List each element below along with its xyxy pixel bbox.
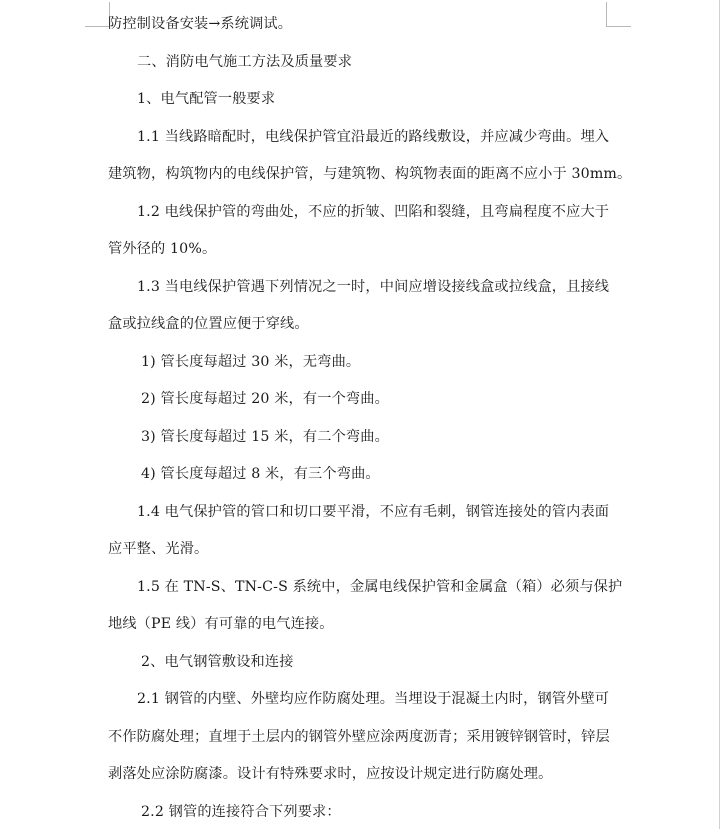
paragraph-line: 应平整、光滑。 xyxy=(108,541,209,557)
list-item: 2) 管长度每超过 20 米，有一个弯曲。 xyxy=(141,391,389,407)
list-item: 1) 管长度每超过 30 米，无弯曲。 xyxy=(141,354,361,370)
paragraph-line: 2.2 钢管的连接符合下列要求： xyxy=(141,804,341,820)
paragraph-line: 盒或拉线盒的位置应便于穿线。 xyxy=(108,316,309,332)
list-item: 4) 管长度每超过 8 米，有三个弯曲。 xyxy=(141,466,380,482)
paragraph-line: 2.1 钢管的内壁、外壁均应作防腐处理。当埋设于混凝土内时，钢管外壁可 xyxy=(137,691,610,707)
subsection-heading: 1、电气配管一般要求 xyxy=(137,91,276,107)
margin-corner-mark-top-right xyxy=(606,2,631,27)
paragraph-line: 剥落处应涂防腐漆。设计有特殊要求时，应按设计规定进行防腐处理。 xyxy=(108,766,553,782)
section-heading: 二、消防电气施工方法及质量要求 xyxy=(137,54,353,70)
paragraph-line: 1.1 当线路暗配时，电线保护管宜沿最近的路线敷设，并应减少弯曲。埋入 xyxy=(137,129,610,145)
paragraph-line: 管外径的 10%。 xyxy=(108,241,217,257)
paragraph-line: 1.3 当电线保护管遇下列情况之一时，中间应增设接线盒或拉线盒，且接线 xyxy=(137,279,610,295)
paragraph-line: 1.5 在 TN-S、TN-C-S 系统中，金属电线保护管和金属盒（箱）必须与保护 xyxy=(137,579,623,595)
margin-corner-mark-top-left xyxy=(85,2,110,27)
paragraph-line: 建筑物，构筑物内的电线保护管，与建筑物、构筑物表面的距离不应小于 30mm。 xyxy=(108,166,632,182)
paragraph-line: 地线（PE 线）有可靠的电气连接。 xyxy=(108,616,334,632)
paragraph-line: 1.2 电线保护管的弯曲处，不应的折皱、凹陷和裂缝，且弯扁程度不应大于 xyxy=(137,204,610,220)
list-item: 3) 管长度每超过 15 米，有二个弯曲。 xyxy=(141,429,389,445)
subsection-heading: 2、电气钢管敷设和连接 xyxy=(141,654,294,670)
paragraph-line: 1.4 电气保护管的管口和切口要平滑，不应有毛刺，钢管连接处的管内表面 xyxy=(137,504,610,520)
paragraph-line: 不作防腐处理；直埋于土层内的钢管外壁应涂两度沥青；采用镀锌钢管时，锌层 xyxy=(108,729,610,745)
text-line: 防控制设备安装→系统调试。 xyxy=(108,16,293,32)
